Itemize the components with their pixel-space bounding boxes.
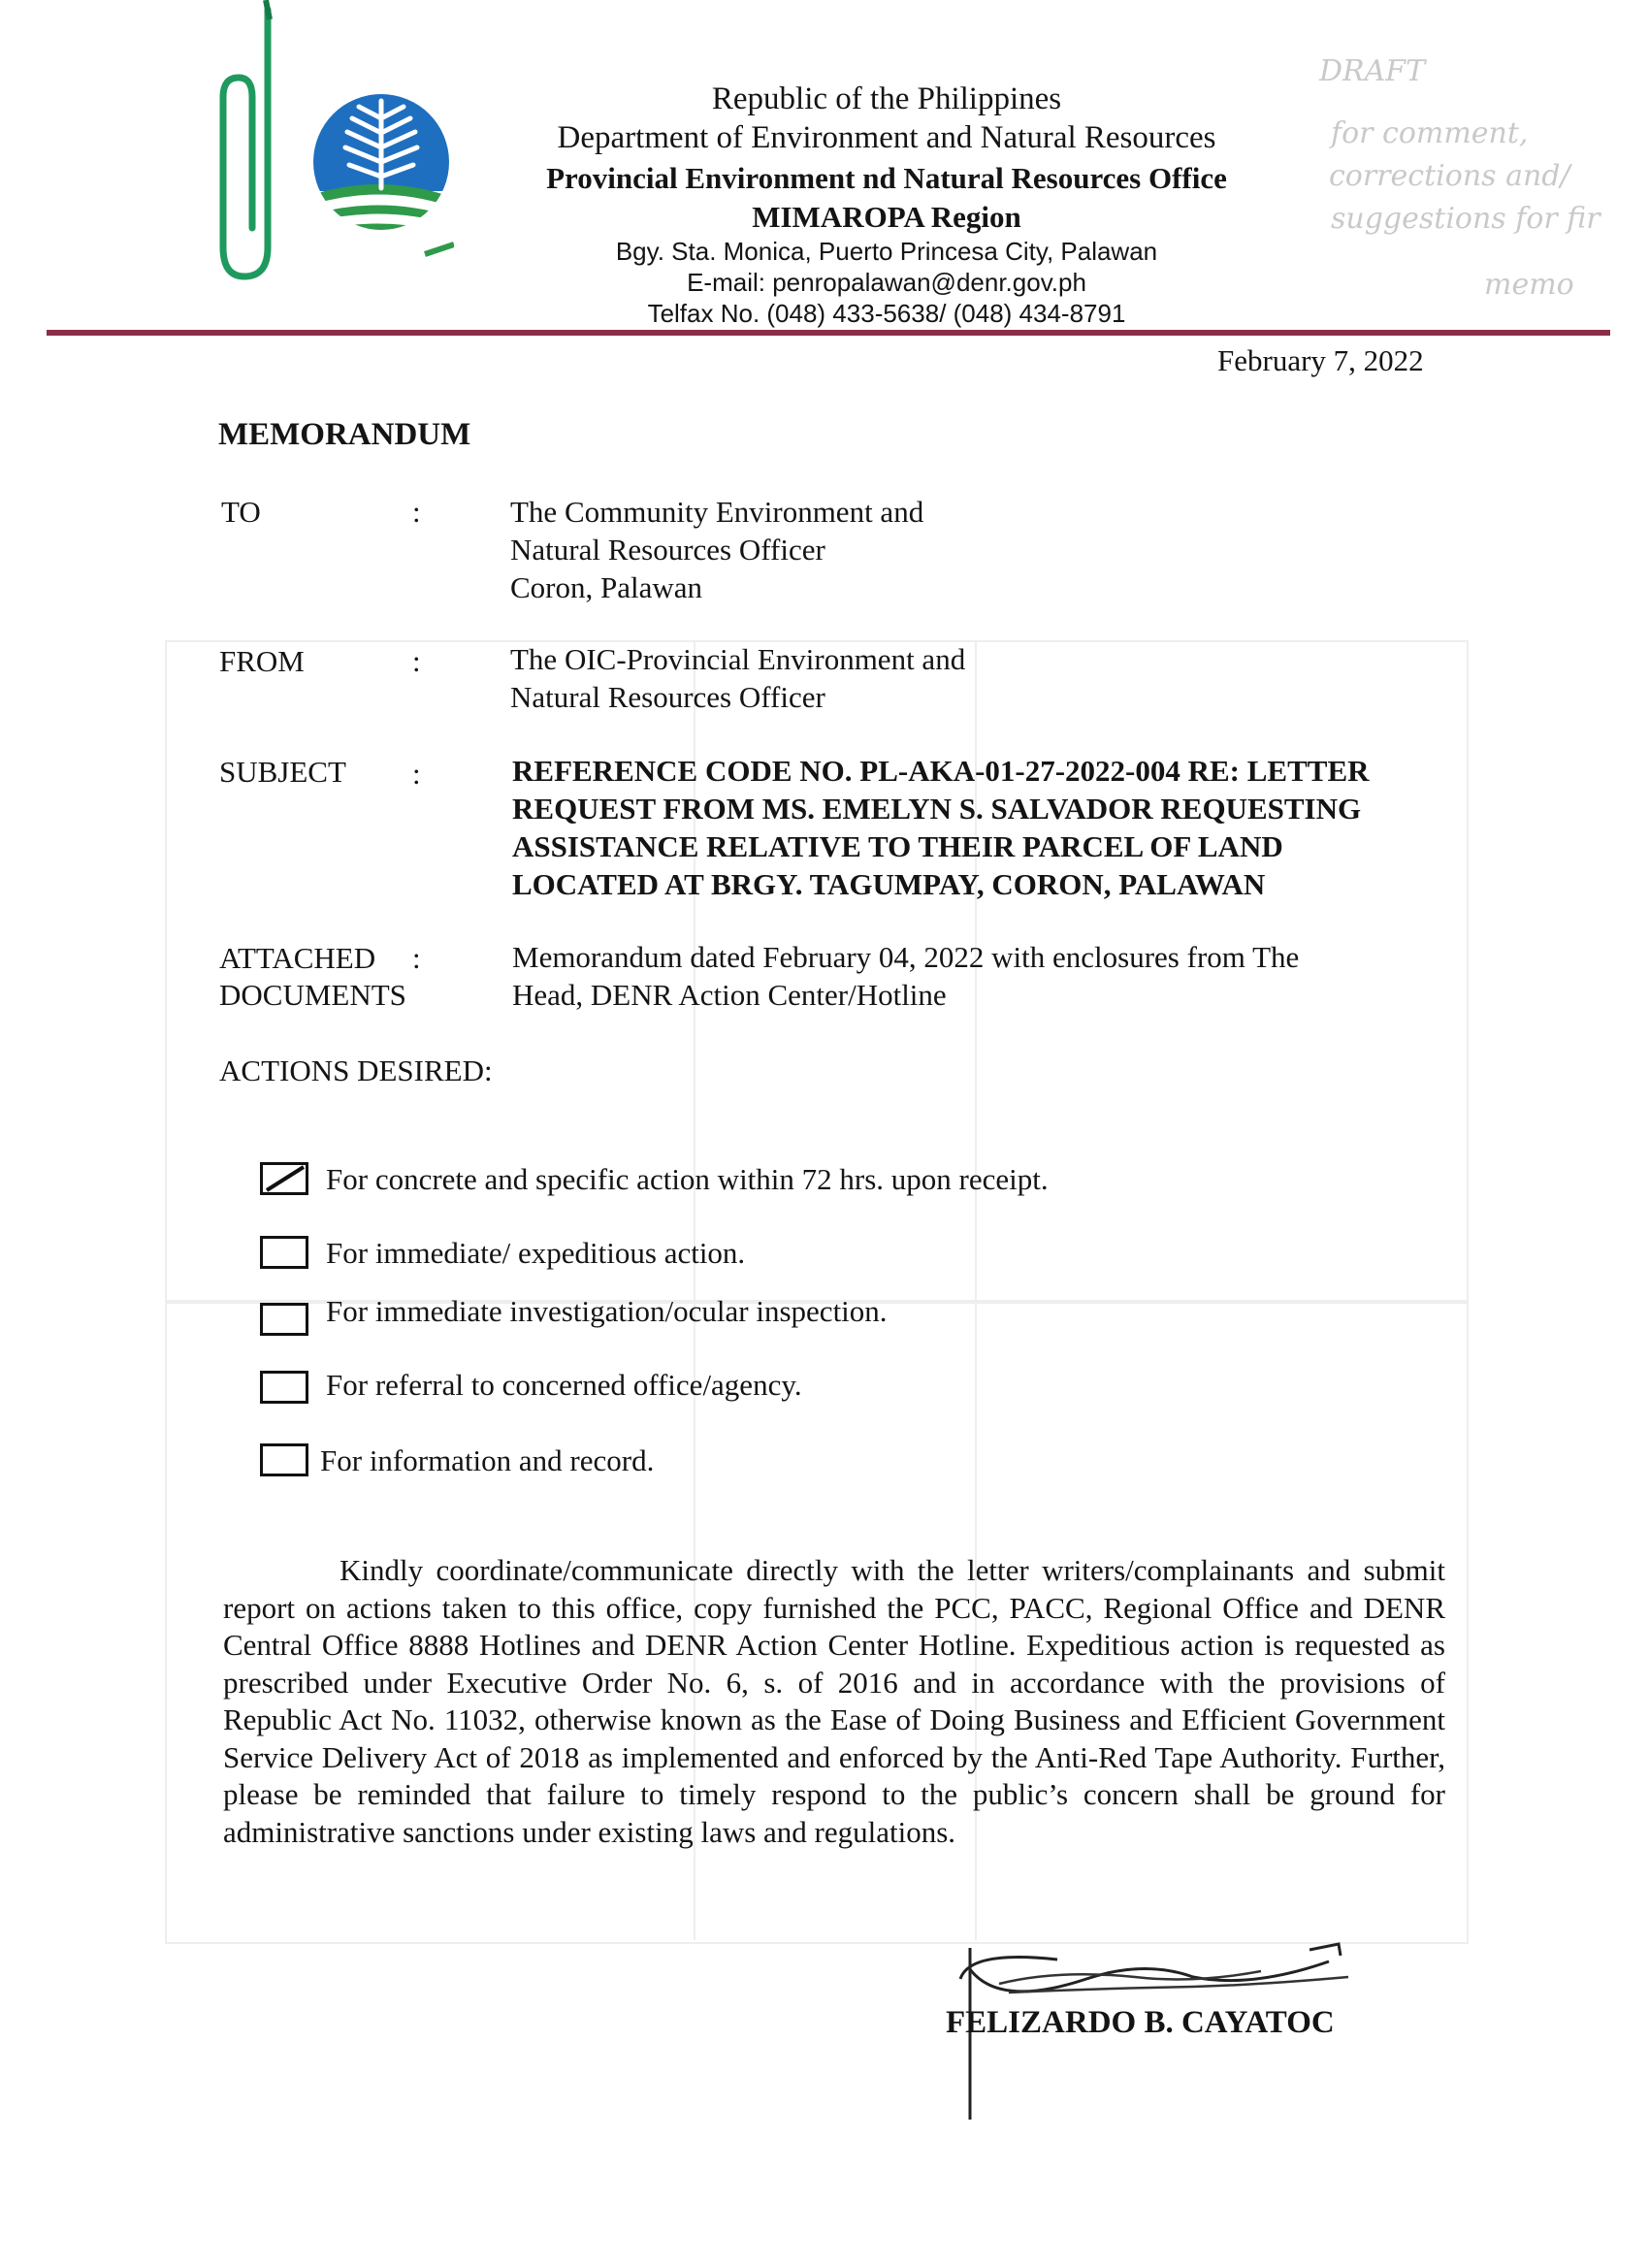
header-rule	[47, 330, 1610, 336]
subject-text	[512, 752, 1370, 903]
from-sender	[510, 640, 965, 716]
check-mark-icon	[263, 1165, 306, 1192]
body-paragraph: Kindly coordinate/communicate directly with the letter writers/complainants and submit report on actions taken to this office, copy furnished the PCC, PACC, Regional Office and DENR Central Office 8888 Hotlines and DENR Action Center Hotline. Expeditious action is requested as prescribed under Executive Order No. 6, s. of 2016 and in accordance with the provisions of Republic Act No. 11032, otherwise known as the Ease of Doing Business and Efficient Government Service Delivery Act of 2018 as implemented and enforced by the Anti-Red Tape Authority. Further, please be reminded that failure to timely respond to the public’s concern shall be ground for administrative sanctions under existing laws and regulations.	[223, 1553, 1445, 1849]
subject-colon: :	[412, 757, 421, 791]
header-office: Provincial Environment nd Natural Resources Office	[546, 161, 1227, 195]
header-republic: Republic of the Philippines	[711, 81, 1062, 116]
header-email: E-mail: penropalawan@denr.gov.ph	[687, 268, 1086, 297]
handwritten-line-2: corrections and/	[1329, 159, 1570, 193]
action-checkbox-investigation[interactable]	[260, 1303, 308, 1336]
action-label: For information and record.	[320, 1443, 655, 1477]
action-label: For immediate/ expeditious action.	[326, 1236, 746, 1270]
from-line: The OIC-Provincial Environment and	[510, 642, 966, 676]
handwritten-line-3: suggestions for fir	[1331, 202, 1600, 236]
attached-line: Head, DENR Action Center/Hotline	[512, 978, 947, 1012]
attached-label: ATTACHED	[219, 941, 376, 975]
header-telfax: Telfax No. (048) 433-5638/ (048) 434-8791	[647, 299, 1126, 328]
to-line: Natural Resources Officer	[510, 533, 825, 567]
handwritten-line-1: for comment,	[1331, 116, 1529, 150]
from-label: FROM	[219, 644, 305, 678]
action-label: For concrete and specific action within 72 hrs. upon receipt.	[326, 1162, 1049, 1196]
subject-label: SUBJECT	[219, 755, 346, 789]
attached-line: Memorandum dated February 04, 2022 with enclosures from The	[512, 940, 1300, 974]
subject-line: ASSISTANCE RELATIVE TO THEIR PARCEL OF LAND	[512, 829, 1283, 863]
from-line: Natural Resources Officer	[510, 680, 825, 714]
handwritten-draft: DRAFT	[1319, 54, 1426, 88]
header-department: Department of Environment and Natural Resources	[557, 120, 1216, 155]
memo-title: MEMORANDUM	[218, 417, 471, 452]
subject-line: REFERENCE CODE NO. PL-AKA-01-27-2022-004 RE: LETTER	[512, 754, 1370, 788]
to-label: TO	[221, 495, 261, 529]
handwritten-line-4: memo	[1484, 268, 1574, 302]
from-colon: :	[412, 644, 421, 678]
attached-documents	[512, 938, 1299, 1014]
to-recipient	[510, 493, 923, 606]
action-checkbox-referral[interactable]	[260, 1371, 308, 1404]
subject-line: REQUEST FROM MS. EMELYN S. SALVADOR REQUESTING	[512, 792, 1362, 826]
actions-title: ACTIONS DESIRED:	[219, 1053, 493, 1087]
documents-label: DOCUMENTS	[219, 978, 406, 1012]
action-checkbox-information[interactable]	[260, 1443, 308, 1476]
to-line: Coron, Palawan	[510, 570, 703, 604]
header-address: Bgy. Sta. Monica, Puerto Princesa City, Palawan	[615, 237, 1158, 266]
attached-colon: :	[412, 941, 421, 975]
to-colon: :	[412, 495, 421, 529]
action-checkbox-72hrs[interactable]	[260, 1162, 308, 1195]
action-label: For immediate investigation/ocular inspection.	[326, 1294, 888, 1328]
action-checkbox-immediate[interactable]	[260, 1236, 308, 1269]
signatory-name: FELIZARDO B. CAYATOC	[946, 2005, 1335, 2040]
subject-line: LOCATED AT BRGY. TAGUMPAY, CORON, PALAWAN	[512, 867, 1266, 901]
action-label: For referral to concerned office/agency.	[326, 1368, 802, 1402]
memo-date: February 7, 2022	[1217, 343, 1424, 377]
header-region: MIMAROPA Region	[752, 200, 1021, 234]
to-line: The Community Environment and	[510, 495, 924, 529]
